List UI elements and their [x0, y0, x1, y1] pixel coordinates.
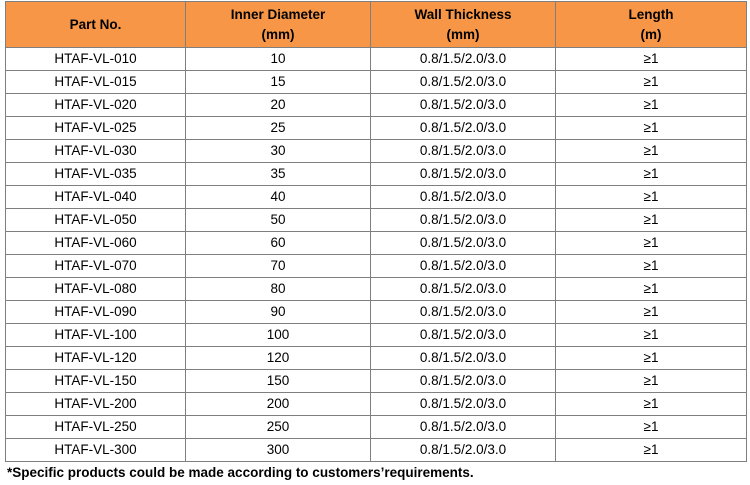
cell-length: ≥1: [556, 255, 747, 278]
cell-part-no: HTAF-VL-040: [6, 186, 186, 209]
table-row: [6, 71, 747, 94]
table-body: [6, 48, 747, 462]
cell-part-no: HTAF-VL-100: [6, 324, 186, 347]
cell-length: ≥1: [556, 232, 747, 255]
table-row: [6, 117, 747, 140]
cell-inner-diameter: 60: [186, 232, 371, 255]
table-row: [6, 324, 747, 347]
spec-table-container: [5, 1, 746, 462]
cell-wall-thickness: 0.8/1.5/2.0/3.0: [371, 347, 556, 370]
cell-inner-diameter: 35: [186, 163, 371, 186]
table-header-row: [6, 2, 747, 48]
header-label: Wall Thickness: [414, 6, 512, 22]
cell-length: ≥1: [556, 94, 747, 117]
cell-wall-thickness: 0.8/1.5/2.0/3.0: [371, 209, 556, 232]
cell-wall-thickness: 0.8/1.5/2.0/3.0: [371, 117, 556, 140]
cell-length: ≥1: [556, 370, 747, 393]
cell-inner-diameter: 300: [186, 439, 371, 462]
cell-part-no: HTAF-VL-200: [6, 393, 186, 416]
cell-part-no: HTAF-VL-050: [6, 209, 186, 232]
table-row: [6, 48, 747, 71]
cell-part-no: HTAF-VL-300: [6, 439, 186, 462]
table-row: [6, 94, 747, 117]
cell-length: ≥1: [556, 71, 747, 94]
cell-inner-diameter: 10: [186, 48, 371, 71]
table-row: [6, 393, 747, 416]
cell-inner-diameter: 40: [186, 186, 371, 209]
cell-part-no: HTAF-VL-025: [6, 117, 186, 140]
cell-length: ≥1: [556, 347, 747, 370]
cell-inner-diameter: 30: [186, 140, 371, 163]
cell-length: ≥1: [556, 324, 747, 347]
cell-wall-thickness: 0.8/1.5/2.0/3.0: [371, 255, 556, 278]
cell-inner-diameter: 20: [186, 94, 371, 117]
cell-inner-diameter: 100: [186, 324, 371, 347]
cell-part-no: HTAF-VL-070: [6, 255, 186, 278]
cell-part-no: HTAF-VL-120: [6, 347, 186, 370]
cell-wall-thickness: 0.8/1.5/2.0/3.0: [371, 439, 556, 462]
spec-table: [5, 1, 747, 462]
table-row: [6, 255, 747, 278]
cell-inner-diameter: 250: [186, 416, 371, 439]
cell-wall-thickness: 0.8/1.5/2.0/3.0: [371, 416, 556, 439]
table-row: [6, 186, 747, 209]
cell-inner-diameter: 90: [186, 301, 371, 324]
cell-length: ≥1: [556, 48, 747, 71]
cell-inner-diameter: 200: [186, 393, 371, 416]
header-unit: (mm): [446, 26, 480, 42]
header-label: Length: [628, 6, 674, 22]
cell-wall-thickness: 0.8/1.5/2.0/3.0: [371, 278, 556, 301]
cell-length: ≥1: [556, 393, 747, 416]
table-row: [6, 416, 747, 439]
cell-wall-thickness: 0.8/1.5/2.0/3.0: [371, 71, 556, 94]
table-row: [6, 140, 747, 163]
cell-part-no: HTAF-VL-150: [6, 370, 186, 393]
table-row: [6, 232, 747, 255]
table-row: [6, 301, 747, 324]
cell-length: ≥1: [556, 140, 747, 163]
table-row: [6, 347, 747, 370]
cell-wall-thickness: 0.8/1.5/2.0/3.0: [371, 94, 556, 117]
cell-part-no: HTAF-VL-015: [6, 71, 186, 94]
cell-part-no: HTAF-VL-080: [6, 278, 186, 301]
table-row: [6, 163, 747, 186]
cell-inner-diameter: 120: [186, 347, 371, 370]
cell-wall-thickness: 0.8/1.5/2.0/3.0: [371, 301, 556, 324]
cell-wall-thickness: 0.8/1.5/2.0/3.0: [371, 163, 556, 186]
cell-wall-thickness: 0.8/1.5/2.0/3.0: [371, 393, 556, 416]
table-row: [6, 439, 747, 462]
table-row: [6, 209, 747, 232]
cell-part-no: HTAF-VL-010: [6, 48, 186, 71]
cell-part-no: HTAF-VL-030: [6, 140, 186, 163]
cell-wall-thickness: 0.8/1.5/2.0/3.0: [371, 140, 556, 163]
header-unit: (m): [640, 26, 662, 42]
cell-length: ≥1: [556, 301, 747, 324]
cell-wall-thickness: 0.8/1.5/2.0/3.0: [371, 186, 556, 209]
header-label: Inner Diameter: [230, 6, 326, 22]
table-row: [6, 278, 747, 301]
header-inner-diameter: [186, 2, 371, 48]
header-part-no: [6, 2, 186, 48]
cell-inner-diameter: 15: [186, 71, 371, 94]
header-length: [556, 2, 747, 48]
header-unit: (mm): [261, 26, 295, 42]
cell-part-no: HTAF-VL-060: [6, 232, 186, 255]
cell-length: ≥1: [556, 278, 747, 301]
cell-inner-diameter: 70: [186, 255, 371, 278]
table-row: [6, 370, 747, 393]
cell-part-no: HTAF-VL-020: [6, 94, 186, 117]
cell-part-no: HTAF-VL-035: [6, 163, 186, 186]
cell-part-no: HTAF-VL-250: [6, 416, 186, 439]
cell-length: ≥1: [556, 186, 747, 209]
footnote: *Specific products could be made according to customers’requirements.: [7, 465, 474, 480]
cell-length: ≥1: [556, 117, 747, 140]
cell-inner-diameter: 80: [186, 278, 371, 301]
cell-wall-thickness: 0.8/1.5/2.0/3.0: [371, 48, 556, 71]
cell-part-no: HTAF-VL-090: [6, 301, 186, 324]
cell-inner-diameter: 50: [186, 209, 371, 232]
cell-length: ≥1: [556, 209, 747, 232]
header-label: Part No.: [69, 16, 122, 32]
cell-length: ≥1: [556, 416, 747, 439]
cell-wall-thickness: 0.8/1.5/2.0/3.0: [371, 324, 556, 347]
cell-wall-thickness: 0.8/1.5/2.0/3.0: [371, 370, 556, 393]
cell-length: ≥1: [556, 163, 747, 186]
cell-inner-diameter: 150: [186, 370, 371, 393]
cell-wall-thickness: 0.8/1.5/2.0/3.0: [371, 232, 556, 255]
cell-inner-diameter: 25: [186, 117, 371, 140]
header-wall-thickness: [371, 2, 556, 48]
cell-length: ≥1: [556, 439, 747, 462]
